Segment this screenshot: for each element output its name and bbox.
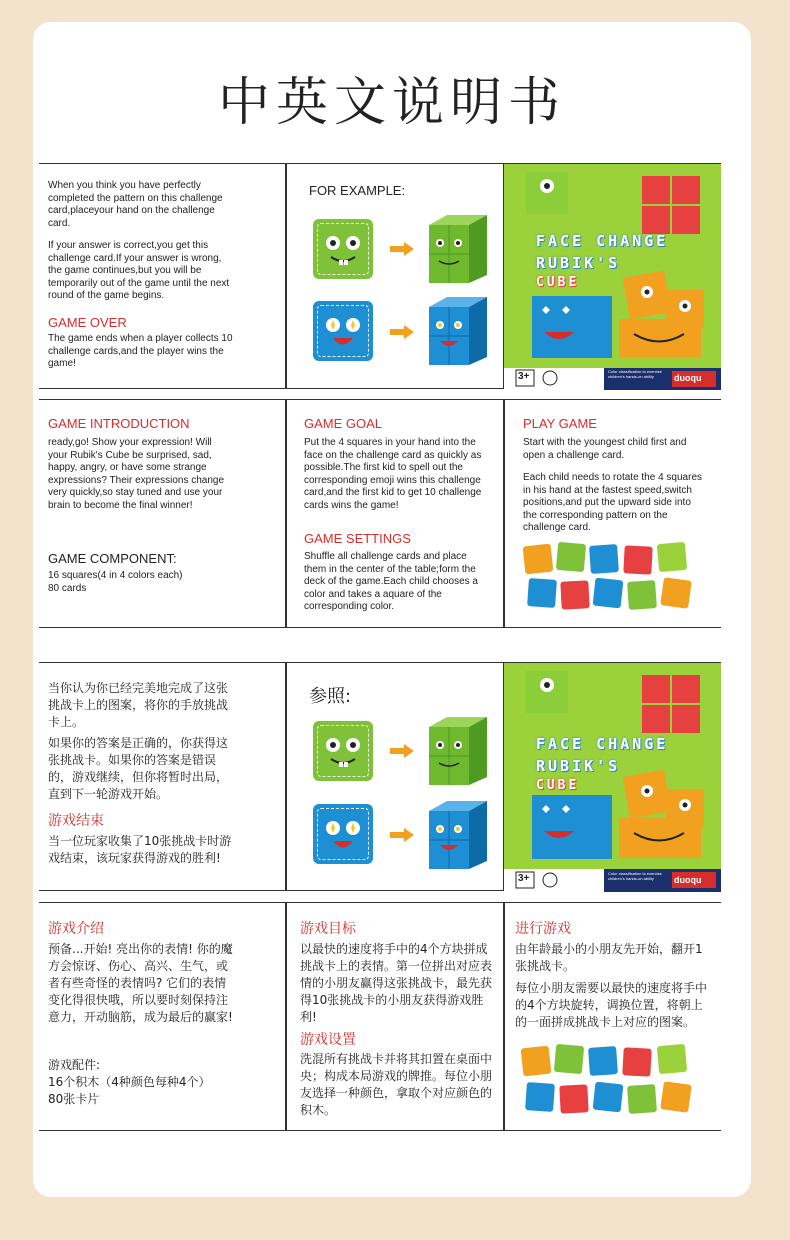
en-play-title: PLAY GAME <box>523 416 597 431</box>
en-settings-text: Shuffle all challenge cards and place them in the center of the table;form the deck of the game.Each child chooses a color and takes a aquare of the corresponding color. <box>304 551 478 612</box>
box-note: Color classification to exercise children's hands-on ability <box>608 369 662 379</box>
cn-play-text-1: 由年龄最小的小朋友先开始，翻开1张挑战卡。 <box>515 942 703 973</box>
en-intro-cell <box>39 400 285 627</box>
box-title-line-2: RUBIK'S <box>536 254 621 272</box>
blue-cube-image <box>419 799 489 869</box>
cn-game-over-text: 当一位玩家收集了10张挑战卡时游戏结束，该玩家获得游戏的胜利! <box>48 834 232 865</box>
en-component-line-2: 80 cards <box>48 583 87 594</box>
en-settings-title: GAME SETTINGS <box>304 531 411 546</box>
arrow-icon <box>390 827 414 841</box>
en-example-title: FOR EXAMPLE: <box>309 183 406 198</box>
age-badge: 3+ <box>518 371 530 382</box>
arrow-icon <box>390 241 414 255</box>
age-badge: 3+ <box>518 873 530 884</box>
cn-paragraph-1: 当你认为你已经完美地完成了这张挑战卡上的图案，将你的手放挑战卡上。 <box>48 681 229 729</box>
en-top-panel <box>39 163 721 389</box>
green-cube-image <box>419 715 489 785</box>
cn-bottom-panel <box>39 902 721 1131</box>
en-intro-title: GAME INTRODUCTION <box>48 416 190 431</box>
en-component-title: GAME COMPONENT: <box>48 551 177 566</box>
en-rules-cell <box>39 164 285 388</box>
cn-settings-title: 游戏设置 <box>300 1032 356 1048</box>
cn-play-cell <box>504 903 721 1130</box>
cn-game-over-title: 游戏结束 <box>48 813 104 829</box>
en-bottom-panel <box>39 399 721 628</box>
box-title-line-3: CUBE <box>536 778 580 793</box>
en-play-text-1: Start with the youngest child first and open a challenge card. <box>523 437 687 461</box>
en-component-line-1: 16 squares(4 in 4 colors each) <box>48 570 183 581</box>
cn-component-line-2: 80张卡片 <box>48 1092 100 1106</box>
cn-paragraph-2: 如果你的答案是正确的，你获得这张挑战卡。如果你的答案是错误的，游戏继续，但你将暂时出局，直到下一轮游戏开始。 <box>48 736 229 801</box>
en-goal-title: GAME GOAL <box>304 416 383 431</box>
cn-goal-cell <box>286 903 503 1130</box>
green-cube-image <box>419 213 489 283</box>
arrow-icon <box>390 324 414 338</box>
cn-example-cell <box>286 663 503 890</box>
blue-face-card-image <box>313 804 373 864</box>
green-face-card-image <box>313 219 373 279</box>
en-play-text-2: Each child needs to rotate the 4 squares in his hand at the fastest speed,switch positions,and put the upward side into the corresponding pattern on the challenge card. <box>523 472 703 533</box>
box-title-line-3: CUBE <box>536 275 580 290</box>
cn-top-panel <box>39 662 721 891</box>
cn-rules-cell <box>39 663 285 890</box>
en-paragraph-1: When you think you have perfectly completed the pattern on this challenge card,placeyour hand on the challenge card. <box>48 180 223 229</box>
product-box-image <box>504 663 721 892</box>
box-title-line-2: RUBIK'S <box>536 757 621 775</box>
brand-logo: duoqu <box>674 875 702 885</box>
cn-intro-cell <box>39 903 285 1130</box>
emoji-squares-image <box>524 543 699 615</box>
cn-play-text-2: 每位小朋友需要以最快的速度将手中的4个方块旋转，调换位置，将朝上的一面拼成挑战卡上对应的图案。 <box>515 981 708 1029</box>
en-intro-text: ready,go! Show your expression! Will your Rubik's Cube be surprised, sad, happy, angry, or have some strange expressions? Their expressions change very quickly,so stay tuned and use your brain to become the final winner! <box>48 437 225 511</box>
en-play-cell <box>504 400 721 627</box>
box-title-line-1: FACE CHANGE <box>536 232 669 250</box>
emoji-squares-image <box>522 1045 702 1119</box>
en-goal-text: Put the 4 squares in your hand into the face on the challenge card as quickly as possible.The first kid to spell out the corresponding emoji wins this challenge card,and the first kid to get 10 challenge cards wins the game! <box>304 437 482 511</box>
cn-intro-text: 预备...开始! 亮出你的表情! 你的魔方会惊讶、伤心、高兴、生气，或者有些奇怪的表情吗? 它们的表情变化得很快哦，所以要时刻保持注意力，开动脑筋，成为最后的赢家! <box>48 942 233 1024</box>
cn-component-line-1: 16个积木（4种颜色每种4个） <box>48 1075 211 1089</box>
brand-logo: duoqu <box>674 373 702 383</box>
box-note: Color classification to exercise children's hands-on ability <box>608 871 662 881</box>
cn-intro-title: 游戏介绍 <box>48 921 104 937</box>
en-game-over-text: The game ends when a player collects 10 challenge cards,and the player wins the game! <box>48 333 233 369</box>
en-paragraph-2: If your answer is correct,you get this challenge card.If your answer is wrong, the game continues,but you will be temporarily out of the game until the next round of the game begins. <box>48 240 230 301</box>
cn-goal-text: 以最快的速度将手中的4个方块拼成挑战卡上的表情。第一位拼出对应表情的小朋友赢得这张挑战卡，最先获得10张挑战卡的小朋友获得游戏胜利! <box>300 942 493 1024</box>
product-box-image <box>504 164 721 390</box>
green-face-card-image <box>313 721 373 781</box>
page-title: 中英文说明书 <box>217 73 566 133</box>
cn-goal-title: 游戏目标 <box>300 921 356 937</box>
blue-face-card-image <box>313 301 373 361</box>
en-game-over-title: GAME OVER <box>48 315 127 330</box>
en-goal-cell <box>286 400 503 627</box>
cn-example-title: 参照: <box>309 686 352 707</box>
en-example-cell <box>286 164 503 388</box>
box-title-line-1: FACE CHANGE <box>536 735 669 753</box>
cn-component-title: 游戏配件: <box>48 1058 101 1072</box>
cn-settings-text: 洗混所有挑战卡并将其扣置在桌面中央；构成本局游戏的牌推。每位小朋友选择一种颜色，拿取个对应颜色的积木。 <box>300 1052 493 1117</box>
cn-play-title: 进行游戏 <box>515 921 571 937</box>
arrow-icon <box>390 743 414 757</box>
blue-cube-image <box>419 295 489 365</box>
